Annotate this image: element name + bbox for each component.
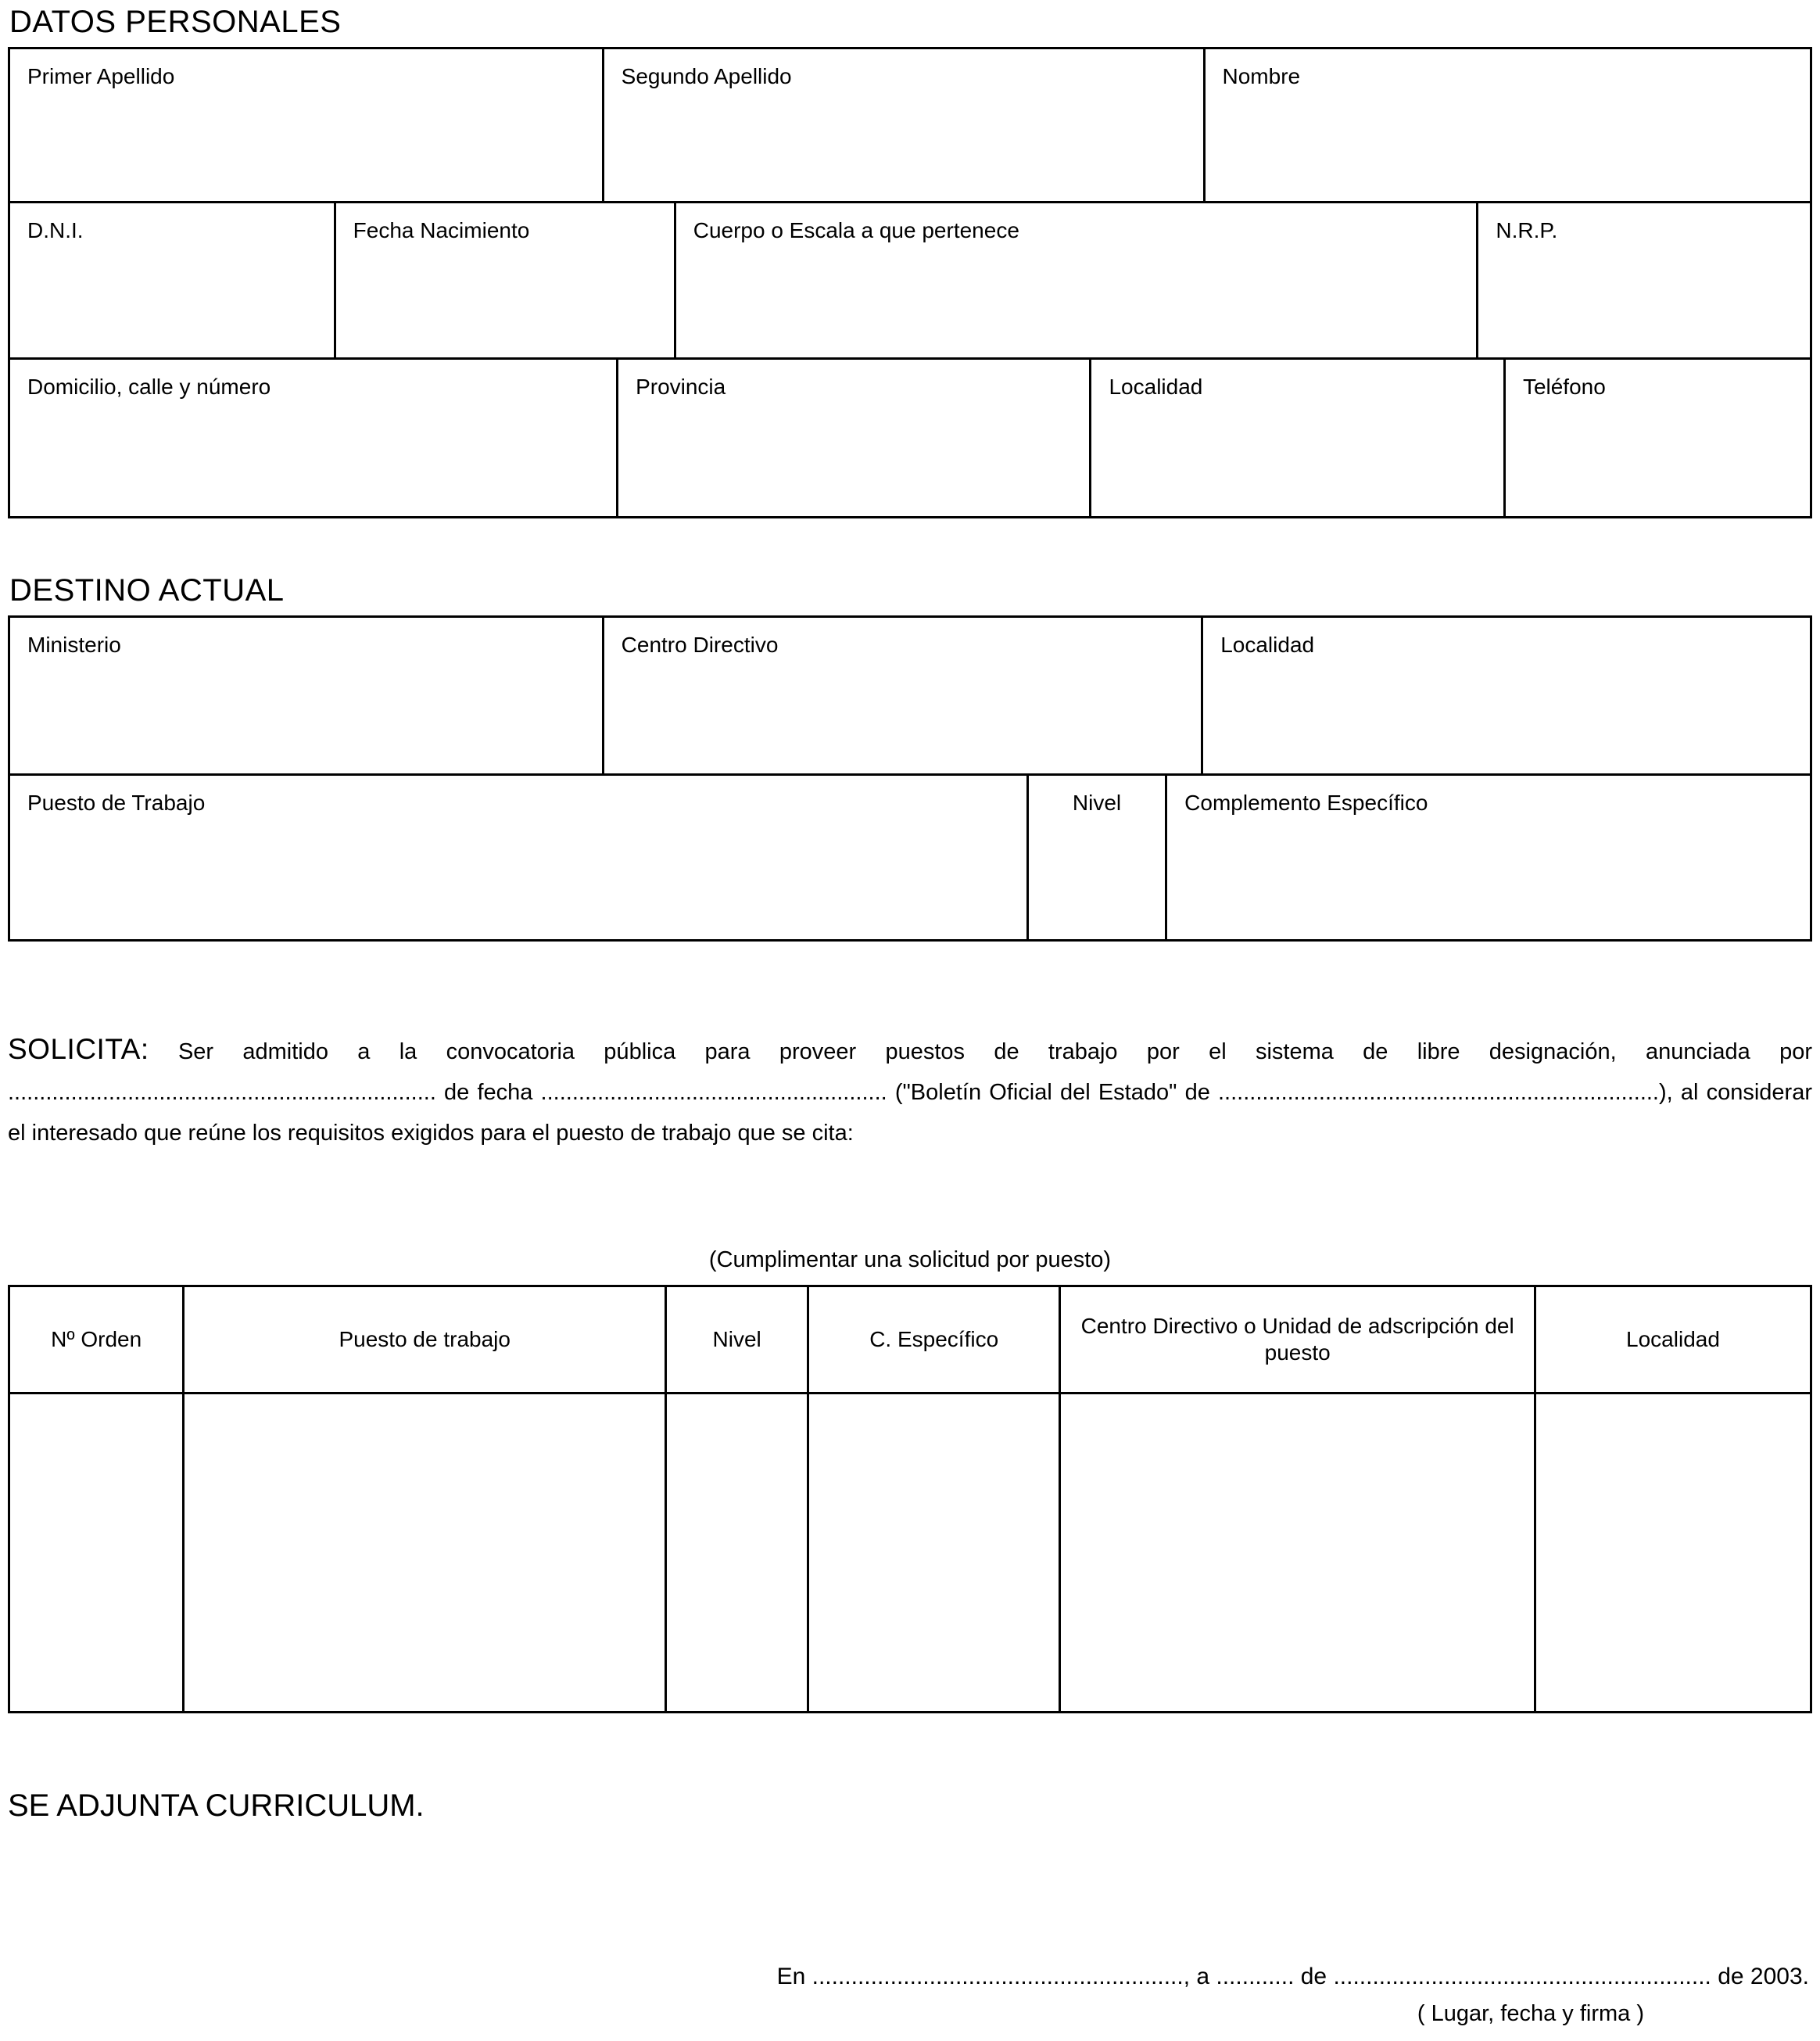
table-row — [8, 776, 1812, 942]
field-label: Ministerio — [27, 633, 121, 657]
header-nivel — [667, 1287, 809, 1392]
puestos-table — [8, 1285, 1812, 1713]
cell-puesto-trabajo — [10, 776, 1029, 939]
table-row — [8, 360, 1812, 518]
field-label: Localidad — [1220, 633, 1315, 657]
field-label: Teléfono — [1522, 375, 1606, 399]
cell-localidad — [1091, 360, 1505, 516]
field-label: Nivel — [1072, 791, 1122, 815]
cell-centro-directivo — [604, 618, 1204, 773]
solicita-paragraph — [8, 1029, 1812, 1153]
body-cell-localidad — [1536, 1394, 1810, 1711]
signature-hint: ( Lugar, fecha y firma ) — [1417, 2001, 1644, 2026]
column-header-label: Nº Orden — [51, 1327, 142, 1351]
cumplimentar-note: (Cumplimentar una solicitud por puesto) — [708, 1247, 1112, 1272]
solicita-label: SOLICITA: — [8, 1033, 149, 1065]
body-cell-num-orden — [10, 1394, 185, 1711]
table-row — [8, 203, 1812, 360]
field-label: Centro Directivo — [621, 633, 779, 657]
field-label: Puesto de Trabajo — [27, 791, 206, 815]
cell-segundo-apellido — [604, 49, 1206, 201]
field-label: Nombre — [1222, 64, 1301, 88]
cell-domicilio — [10, 360, 618, 516]
cell-complemento-especifico — [1167, 776, 1810, 939]
column-header-label: Centro Directivo o Unidad de adscripción del puesto — [1080, 1314, 1514, 1365]
cell-localidad-destino — [1203, 618, 1810, 773]
puestos-header-row — [8, 1285, 1812, 1394]
section-title-destino-actual: DESTINO ACTUAL — [9, 573, 285, 608]
field-label: Primer Apellido — [27, 64, 175, 88]
body-cell-c-especifico — [809, 1394, 1061, 1711]
field-label: Complemento Específico — [1184, 791, 1428, 815]
field-label: Localidad — [1109, 375, 1203, 399]
footer-date-line: En ........................................................., a ............ de .......................................................... de 2003. — [776, 1964, 1809, 1989]
column-header-label: Nivel — [712, 1327, 761, 1351]
field-label: Fecha Nacimiento — [353, 218, 530, 242]
field-label: Segundo Apellido — [621, 64, 792, 88]
cell-provincia — [618, 360, 1091, 516]
header-centro-directivo — [1061, 1287, 1536, 1392]
puestos-empty-row — [8, 1394, 1812, 1713]
cell-primer-apellido — [10, 49, 604, 201]
cell-fecha-nacimiento — [336, 203, 676, 357]
table-row — [8, 615, 1812, 776]
destino-actual-table — [8, 615, 1812, 942]
datos-personales-table — [8, 47, 1812, 518]
field-label: Domicilio, calle y número — [27, 375, 271, 399]
header-localidad — [1536, 1287, 1810, 1392]
cell-cuerpo-escala — [676, 203, 1479, 357]
field-label: Provincia — [636, 375, 726, 399]
field-label: N.R.P. — [1496, 218, 1558, 242]
section-title-datos-personales: DATOS PERSONALES — [9, 5, 342, 39]
field-label: Cuerpo o Escala a que pertenece — [693, 218, 1019, 242]
cell-telefono — [1506, 360, 1810, 516]
cell-dni — [10, 203, 336, 357]
column-header-label: Puesto de trabajo — [339, 1327, 511, 1351]
cell-nrp — [1478, 203, 1810, 357]
cell-nombre — [1206, 49, 1810, 201]
solicita-body: Ser admitido a la convocatoria pública para proveer puestos de trabajo por el sistema de libre designación, anunciada por .................................................................... de fecha ....................................................... ("Boletín Oficial del Estado" de ......................................................................), al considerar el interesado que reúne los requisitos exigidos para el puesto de trabajo que se cita: — [8, 1039, 1812, 1146]
header-num-orden — [10, 1287, 185, 1392]
header-puesto-trabajo — [185, 1287, 667, 1392]
body-cell-puesto-trabajo — [185, 1394, 667, 1711]
column-header-label: Localidad — [1626, 1327, 1720, 1351]
table-row — [8, 47, 1812, 203]
section-title-se-adjunta-curriculum: SE ADJUNTA CURRICULUM. — [8, 1788, 425, 1823]
body-cell-centro-directivo — [1061, 1394, 1536, 1711]
header-c-especifico — [809, 1287, 1061, 1392]
cell-ministerio — [10, 618, 604, 773]
body-cell-nivel — [667, 1394, 809, 1711]
field-label: D.N.I. — [27, 218, 84, 242]
cell-nivel — [1029, 776, 1167, 939]
column-header-label: C. Específico — [869, 1327, 999, 1351]
